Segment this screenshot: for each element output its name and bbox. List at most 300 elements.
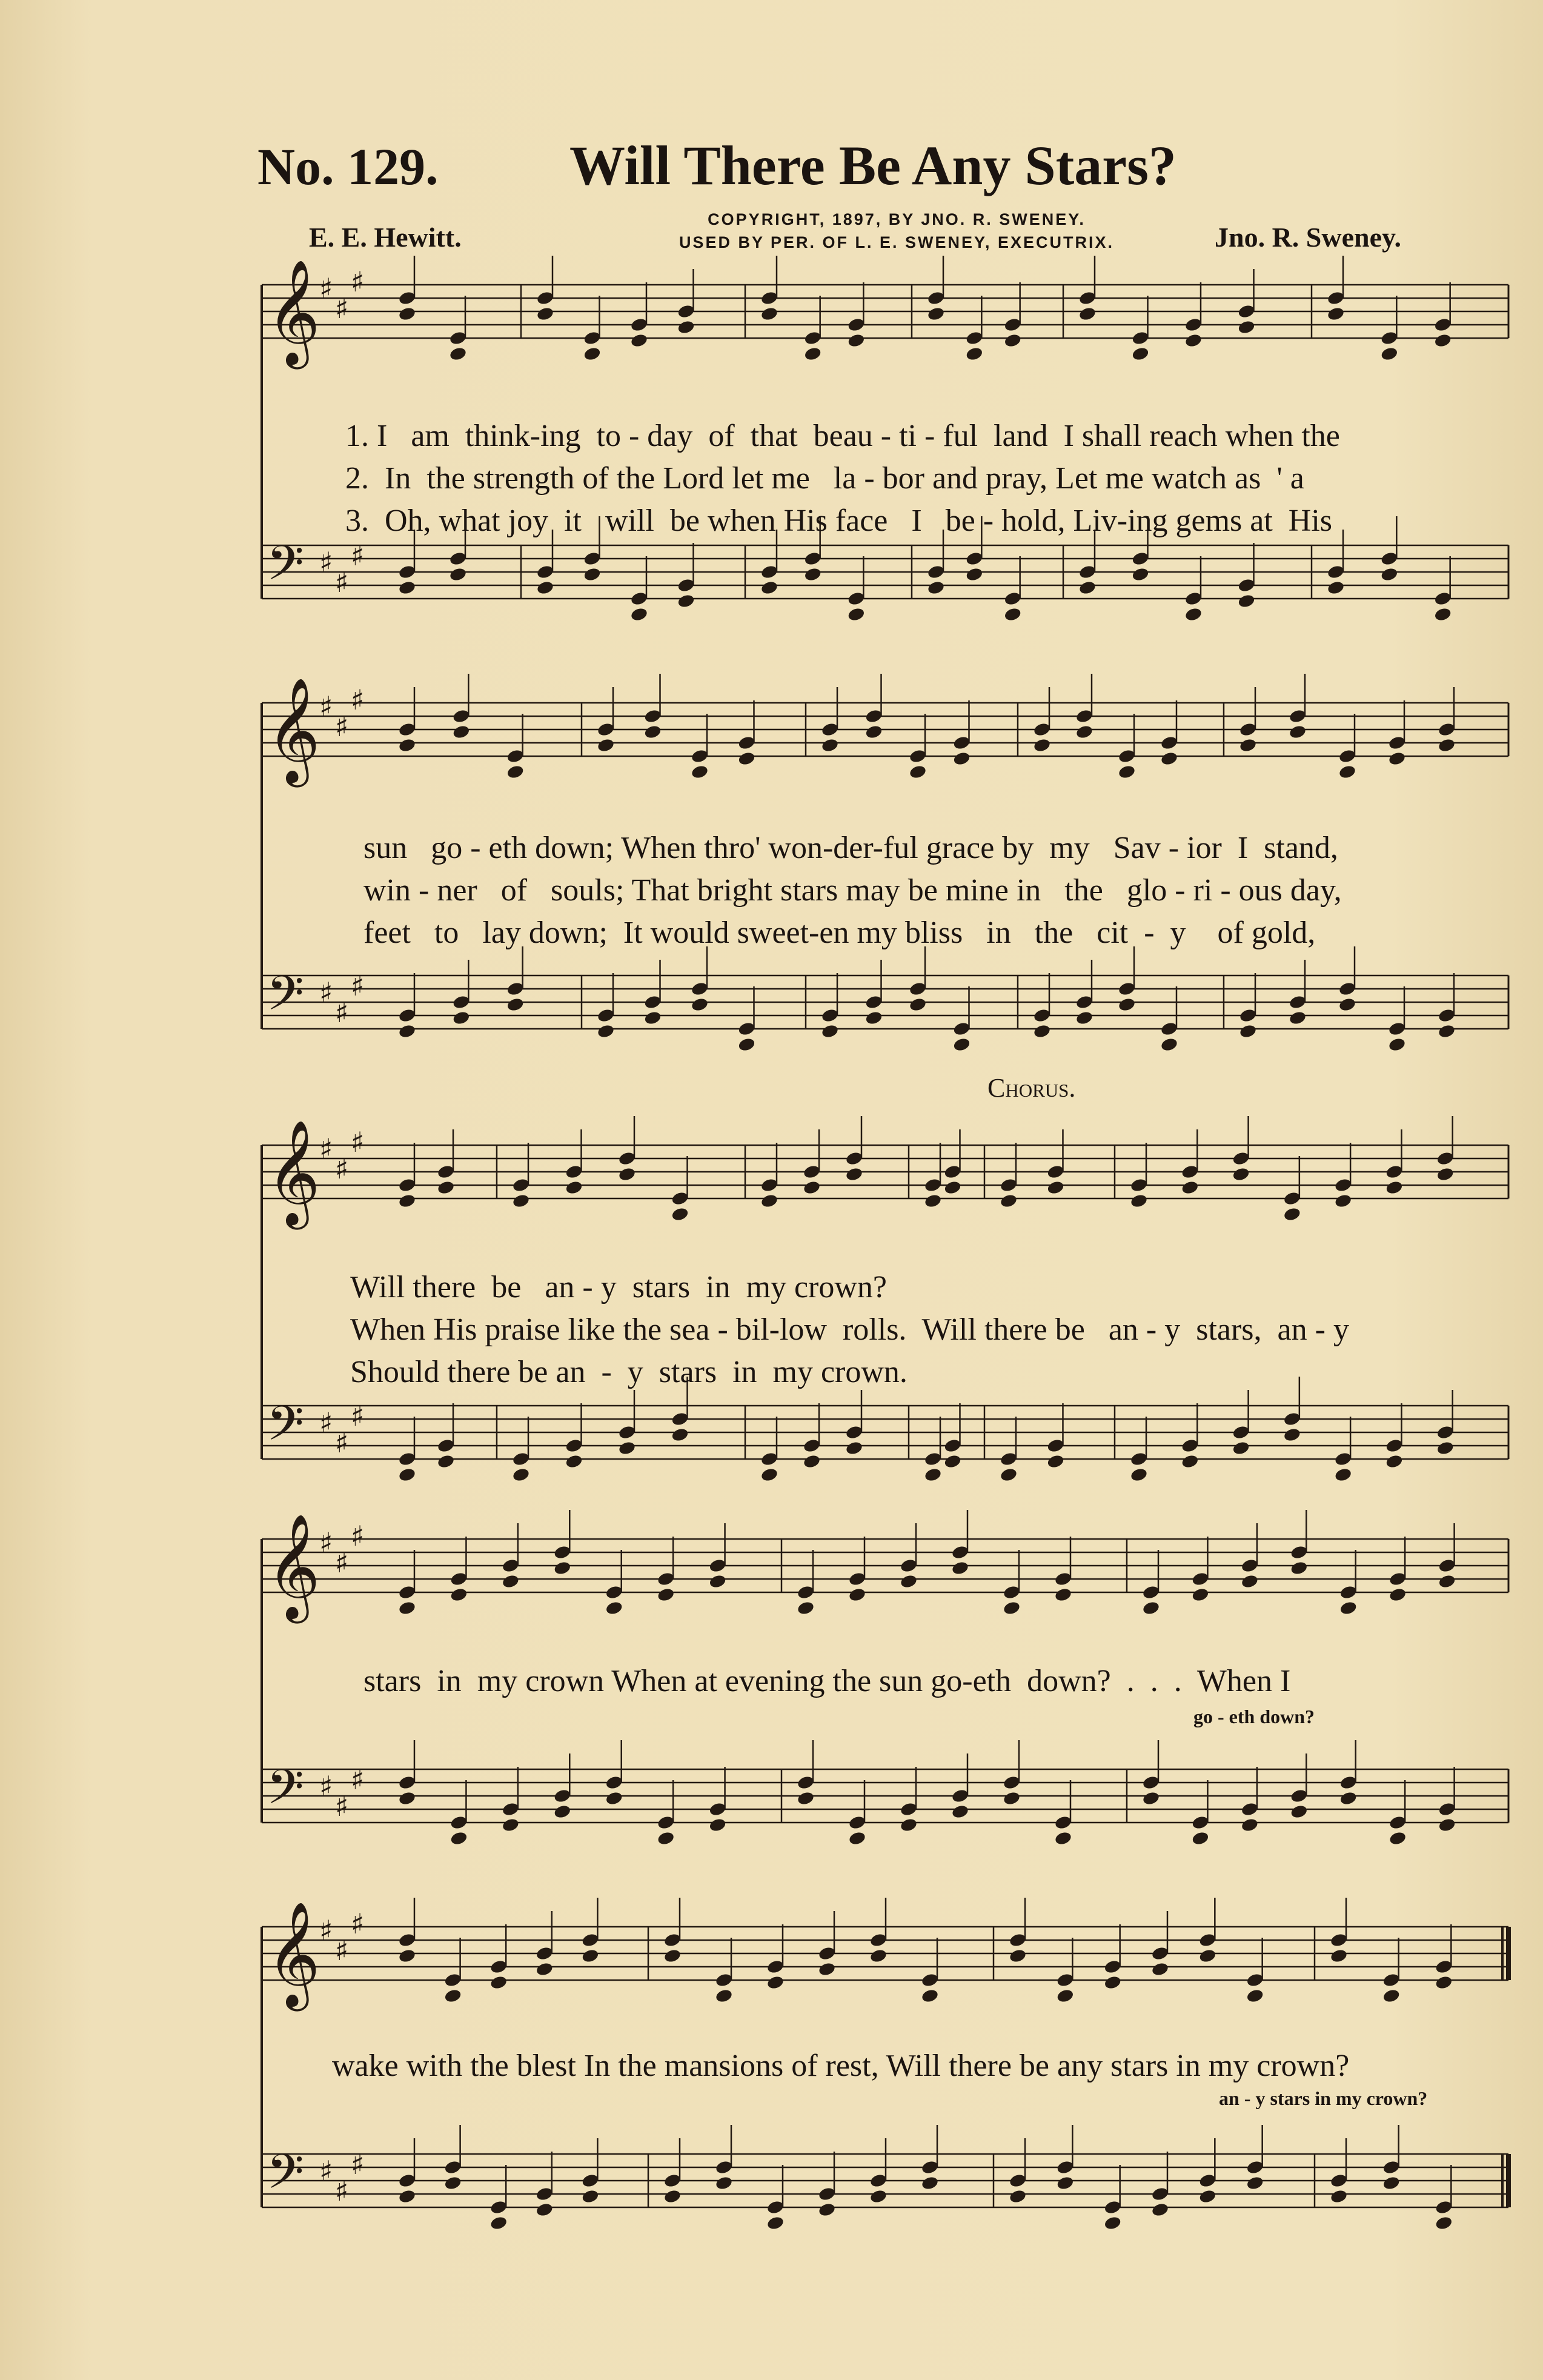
note-head <box>1290 1560 1309 1576</box>
note-head <box>952 1021 971 1037</box>
note-head <box>1338 764 1357 780</box>
note-head <box>924 1451 943 1467</box>
note-head <box>760 1451 779 1467</box>
note-head <box>1330 2189 1349 2204</box>
note-head <box>437 1454 456 1469</box>
note-head <box>1438 722 1456 737</box>
note-head <box>536 290 555 306</box>
note-head <box>512 1451 531 1467</box>
note-head <box>512 1467 531 1483</box>
note-head <box>845 1440 864 1456</box>
bass-clef-icon: 𝄢 <box>267 965 304 1033</box>
note-head <box>691 764 709 780</box>
note-head <box>921 2159 940 2175</box>
note-head <box>708 1558 727 1574</box>
note-head <box>663 1932 682 1948</box>
copyright-line-1: COPYRIGHT, 1897, BY JNO. R. SWENEY. <box>708 210 1086 228</box>
note-head <box>677 593 695 609</box>
note-head <box>1438 1558 1456 1574</box>
note-head <box>900 1801 918 1817</box>
note-head <box>965 551 984 567</box>
note-head <box>450 1815 468 1830</box>
note-head <box>398 1584 417 1600</box>
note-head <box>398 2189 417 2204</box>
note-head <box>565 1164 583 1180</box>
note-head <box>1075 994 1094 1010</box>
note-head <box>1118 748 1137 764</box>
note-head <box>1290 1804 1309 1820</box>
sharp-icon: ♯ <box>319 272 333 305</box>
note-head <box>1131 346 1150 362</box>
sharp-icon: ♯ <box>351 265 365 298</box>
treble-clef-icon: 𝄞 <box>267 677 320 783</box>
note-head <box>1327 306 1346 322</box>
sharp-icon: ♯ <box>351 1400 365 1432</box>
note-head <box>1380 330 1399 346</box>
note-head <box>581 1932 600 1948</box>
note-head <box>1339 1790 1358 1806</box>
note-head <box>1003 317 1022 333</box>
note-head <box>398 1467 417 1483</box>
note-head <box>630 591 649 607</box>
note-head <box>965 330 984 346</box>
note-head <box>671 1411 689 1427</box>
note-head <box>398 1023 417 1039</box>
note-head <box>900 1574 918 1589</box>
note-head <box>506 764 525 780</box>
note-head <box>1239 1008 1258 1023</box>
note-head <box>847 333 866 348</box>
copyright-notice <box>648 208 1145 254</box>
sharp-icon: ♯ <box>335 710 349 743</box>
note-head <box>1033 737 1052 753</box>
note-head <box>845 1151 864 1166</box>
verse-2-line-2: win - ner of souls; That bright stars may be mine in the glo - ri - ous day, <box>363 873 1342 908</box>
sharp-icon: ♯ <box>351 1763 365 1796</box>
note-head <box>597 737 616 753</box>
note-head <box>1438 1023 1456 1039</box>
note-head <box>1385 1454 1404 1469</box>
note-head <box>952 751 971 766</box>
verse-2-line-1: 2. In the strength of the Lord let me la - bor and pray, Let me watch as ' a <box>345 461 1304 496</box>
note-head <box>927 564 946 580</box>
note-head <box>657 1830 675 1846</box>
note-head <box>848 1830 867 1846</box>
note-head <box>1433 333 1452 348</box>
note-head <box>398 306 417 322</box>
note-head <box>1103 2199 1122 2215</box>
note-head <box>663 2189 682 2204</box>
note-head <box>1388 1037 1407 1052</box>
note-head <box>1239 737 1258 753</box>
note-head <box>1380 346 1399 362</box>
sharp-icon: ♯ <box>335 566 349 599</box>
note-head <box>450 1587 468 1603</box>
note-head <box>760 580 779 596</box>
note-head <box>1151 2186 1170 2202</box>
note-head <box>1191 1571 1210 1587</box>
note-head <box>691 997 709 1012</box>
note-head <box>965 346 984 362</box>
note-head <box>1003 1775 1021 1790</box>
note-head <box>909 981 927 997</box>
note-head <box>1246 2175 1264 2191</box>
note-head <box>951 1544 970 1560</box>
sharp-icon: ♯ <box>335 1426 349 1459</box>
note-head <box>1191 1830 1210 1846</box>
note-head <box>398 1600 417 1616</box>
note-head <box>1131 330 1150 346</box>
note-head <box>581 2173 600 2189</box>
note-head <box>1388 1021 1407 1037</box>
note-head <box>1389 1571 1407 1587</box>
composer-credit: Jno. R. Sweney. <box>1215 222 1401 253</box>
treble-clef-icon: 𝄞 <box>267 1901 320 2007</box>
note-head <box>437 1438 456 1454</box>
treble-clef-icon: 𝄞 <box>267 259 320 365</box>
note-head <box>671 1206 689 1222</box>
note-head <box>1160 751 1179 766</box>
note-head <box>1131 567 1150 582</box>
note-head <box>943 1180 962 1195</box>
note-head <box>1289 708 1307 724</box>
note-head <box>489 1975 508 1990</box>
note-head <box>1000 1467 1018 1483</box>
note-head <box>618 1440 637 1456</box>
note-head <box>1003 1790 1021 1806</box>
note-head <box>452 1010 471 1026</box>
note-head <box>848 1587 867 1603</box>
note-head <box>1000 1177 1018 1193</box>
note-head <box>737 1021 756 1037</box>
note-head <box>502 1558 520 1574</box>
note-head <box>581 2189 600 2204</box>
note-head <box>848 1815 867 1830</box>
note-head <box>1438 1574 1456 1589</box>
note-head <box>452 724 471 740</box>
sharp-icon: ♯ <box>319 1132 333 1165</box>
note-head <box>1078 564 1097 580</box>
sharp-icon: ♯ <box>351 1520 365 1552</box>
note-head <box>489 1959 508 1975</box>
note-head <box>921 1988 940 2004</box>
note-head <box>847 607 866 622</box>
note-head <box>1033 1023 1052 1039</box>
note-head <box>951 1560 970 1576</box>
note-head <box>1232 1440 1250 1456</box>
note-head <box>760 1467 779 1483</box>
sharp-icon: ♯ <box>335 1934 349 1967</box>
note-head <box>1290 1788 1309 1804</box>
note-head <box>803 567 822 582</box>
note-head <box>909 997 927 1012</box>
note-head <box>398 737 417 753</box>
note-head <box>943 1438 962 1454</box>
note-head <box>1435 1959 1453 1975</box>
note-head <box>1239 722 1258 737</box>
note-head <box>1181 1180 1200 1195</box>
sharp-icon: ♯ <box>319 1770 333 1803</box>
note-head <box>1232 1424 1250 1440</box>
note-head <box>760 1177 779 1193</box>
note-head <box>1334 1451 1353 1467</box>
verse-1-line-1: 1. I am think-ing to - day of that beau - ti - ful land I shall reach when the <box>345 419 1340 453</box>
note-head <box>657 1815 675 1830</box>
note-head <box>1142 1790 1161 1806</box>
note-head <box>1003 333 1022 348</box>
note-head <box>1198 2189 1217 2204</box>
note-head <box>1241 1801 1259 1817</box>
note-head <box>869 2189 888 2204</box>
note-head <box>1056 1988 1075 2004</box>
note-head <box>845 1166 864 1182</box>
note-head <box>398 722 417 737</box>
note-head <box>845 1424 864 1440</box>
note-head <box>1435 2199 1453 2215</box>
note-head <box>869 1932 888 1948</box>
note-head <box>818 2202 837 2218</box>
note-head <box>1103 2215 1122 2231</box>
note-head <box>864 1010 883 1026</box>
note-head <box>1000 1193 1018 1209</box>
note-head <box>1435 1975 1453 1990</box>
copyright-line-2: USED BY PER. OF L. E. SWENEY, EXECUTRIX. <box>679 233 1115 251</box>
note-head <box>1330 1932 1349 1948</box>
note-head <box>900 1817 918 1833</box>
note-head <box>1003 1600 1021 1616</box>
note-head <box>443 2159 462 2175</box>
note-head <box>1338 981 1357 997</box>
note-head <box>803 1454 821 1469</box>
note-head <box>1283 1191 1302 1206</box>
note-head <box>398 564 417 580</box>
note-head <box>1433 607 1452 622</box>
note-head <box>1385 1438 1404 1454</box>
note-head <box>677 577 695 593</box>
note-head <box>657 1571 675 1587</box>
note-head <box>1003 1584 1021 1600</box>
note-head <box>1330 2173 1349 2189</box>
note-head <box>1385 1164 1404 1180</box>
note-head <box>924 1467 943 1483</box>
sharp-icon: ♯ <box>351 683 365 716</box>
note-head <box>847 317 866 333</box>
note-head <box>1198 1932 1217 1948</box>
note-head <box>1056 2159 1075 2175</box>
note-head <box>1283 1427 1302 1443</box>
note-head <box>818 2186 837 2202</box>
verse-3-line-1: 3. Oh, what joy it will be when His face I be - hold, Liv-ing gems at His <box>345 504 1333 538</box>
bass-clef-icon: 𝄢 <box>267 1395 304 1463</box>
sharp-icon: ♯ <box>351 1907 365 1940</box>
bass-clef-icon: 𝄢 <box>267 535 304 603</box>
note-head <box>643 708 662 724</box>
note-head <box>1246 1972 1264 1988</box>
note-head <box>708 1817 727 1833</box>
note-head <box>909 764 927 780</box>
author-credit: E. E. Hewitt. <box>309 222 462 253</box>
verse-3-line-2: feet to lay down; It would sweet-en my bliss in the cit - y of gold, <box>363 916 1316 950</box>
note-head <box>821 722 840 737</box>
note-head <box>1435 2215 1453 2231</box>
note-head <box>1385 1180 1404 1195</box>
note-head <box>1075 724 1094 740</box>
note-head <box>943 1164 962 1180</box>
note-head <box>691 748 709 764</box>
chorus-echo-1: go - eth down? <box>1193 1706 1315 1727</box>
note-head <box>803 1164 821 1180</box>
note-head <box>1433 591 1452 607</box>
note-head <box>1130 1177 1149 1193</box>
note-head <box>951 1788 970 1804</box>
sharp-icon: ♯ <box>319 546 333 579</box>
note-head <box>449 567 468 582</box>
note-head <box>1339 1775 1358 1790</box>
hymn-title: Will There Be Any Stars? <box>569 135 1176 196</box>
note-head <box>1436 1440 1455 1456</box>
sharp-icon: ♯ <box>335 1152 349 1185</box>
sharp-icon: ♯ <box>319 1526 333 1559</box>
note-head <box>1327 290 1346 306</box>
note-head <box>583 346 602 362</box>
note-head <box>565 1438 583 1454</box>
note-head <box>927 580 946 596</box>
bass-clef-icon: 𝄢 <box>267 1759 304 1827</box>
note-head <box>597 1023 616 1039</box>
note-head <box>452 708 471 724</box>
note-head <box>1130 1193 1149 1209</box>
hymn-number: No. 129. <box>257 138 439 196</box>
note-head <box>583 330 602 346</box>
note-head <box>663 1948 682 1964</box>
note-head <box>715 2159 734 2175</box>
sharp-icon: ♯ <box>319 2155 333 2187</box>
note-head <box>398 1451 417 1467</box>
bass-clef-icon: 𝄢 <box>267 2144 304 2212</box>
note-head <box>1436 1166 1455 1182</box>
note-head <box>671 1427 689 1443</box>
note-head <box>553 1560 572 1576</box>
note-head <box>1184 333 1203 348</box>
note-head <box>1334 1177 1353 1193</box>
note-head <box>506 748 525 764</box>
note-head <box>921 2175 940 2191</box>
note-head <box>671 1191 689 1206</box>
note-head <box>565 1454 583 1469</box>
note-head <box>797 1790 815 1806</box>
note-head <box>1327 580 1346 596</box>
note-head <box>1283 1411 1302 1427</box>
note-head <box>737 735 756 751</box>
note-head <box>927 306 946 322</box>
note-head <box>818 1961 837 1977</box>
note-head <box>643 1010 662 1026</box>
note-head <box>927 290 946 306</box>
note-head <box>821 737 840 753</box>
note-head <box>1184 317 1203 333</box>
note-head <box>398 1008 417 1023</box>
note-head <box>630 333 649 348</box>
note-head <box>803 551 822 567</box>
sharp-icon: ♯ <box>319 1406 333 1439</box>
note-head <box>821 1023 840 1039</box>
note-head <box>630 317 649 333</box>
note-head <box>1237 593 1256 609</box>
note-head <box>506 997 525 1012</box>
chorus-line-1: Will there be an - y stars in my crown? <box>350 1270 887 1305</box>
note-head <box>452 994 471 1010</box>
note-head <box>1198 1948 1217 1964</box>
note-head <box>536 306 555 322</box>
note-head <box>1103 1975 1122 1990</box>
note-head <box>605 1600 623 1616</box>
note-head <box>1436 1151 1455 1166</box>
note-head <box>1151 1946 1170 1961</box>
note-head <box>1334 1193 1353 1209</box>
note-head <box>869 2173 888 2189</box>
note-head <box>803 1438 821 1454</box>
note-head <box>848 1571 867 1587</box>
note-head <box>489 2215 508 2231</box>
note-head <box>1338 748 1357 764</box>
note-head <box>450 1571 468 1587</box>
note-head <box>1142 1584 1161 1600</box>
note-head <box>553 1544 572 1560</box>
note-head <box>657 1587 675 1603</box>
note-head <box>605 1584 623 1600</box>
note-head <box>1142 1775 1161 1790</box>
note-head <box>677 304 695 319</box>
note-head <box>1054 1815 1073 1830</box>
note-head <box>502 1574 520 1589</box>
note-head <box>691 981 709 997</box>
note-head <box>1054 1587 1073 1603</box>
note-head <box>1382 1988 1401 2004</box>
note-head <box>1380 551 1399 567</box>
note-head <box>1078 290 1097 306</box>
sharp-icon: ♯ <box>335 1546 349 1579</box>
note-head <box>1289 1010 1307 1026</box>
note-head <box>1241 1558 1259 1574</box>
note-head <box>1239 1023 1258 1039</box>
note-head <box>489 2199 508 2215</box>
note-head <box>536 2186 554 2202</box>
note-head <box>1388 735 1407 751</box>
sharp-icon: ♯ <box>351 1126 365 1158</box>
note-head <box>1118 981 1137 997</box>
note-head <box>1382 2175 1401 2191</box>
note-head <box>605 1775 623 1790</box>
note-head <box>449 551 468 567</box>
note-head <box>1191 1815 1210 1830</box>
note-head <box>618 1166 637 1182</box>
note-head <box>818 1946 837 1961</box>
note-head <box>1009 1932 1027 1948</box>
note-head <box>1289 724 1307 740</box>
sharp-icon: ♯ <box>335 292 349 325</box>
note-head <box>449 346 468 362</box>
note-head <box>1338 997 1357 1012</box>
note-head <box>398 1932 417 1948</box>
note-head <box>502 1817 520 1833</box>
note-head <box>398 1193 417 1209</box>
note-head <box>597 1008 616 1023</box>
sharp-icon: ♯ <box>319 690 333 723</box>
note-head <box>1003 591 1022 607</box>
note-head <box>1438 1817 1456 1833</box>
note-head <box>708 1574 727 1589</box>
note-head <box>1232 1151 1250 1166</box>
